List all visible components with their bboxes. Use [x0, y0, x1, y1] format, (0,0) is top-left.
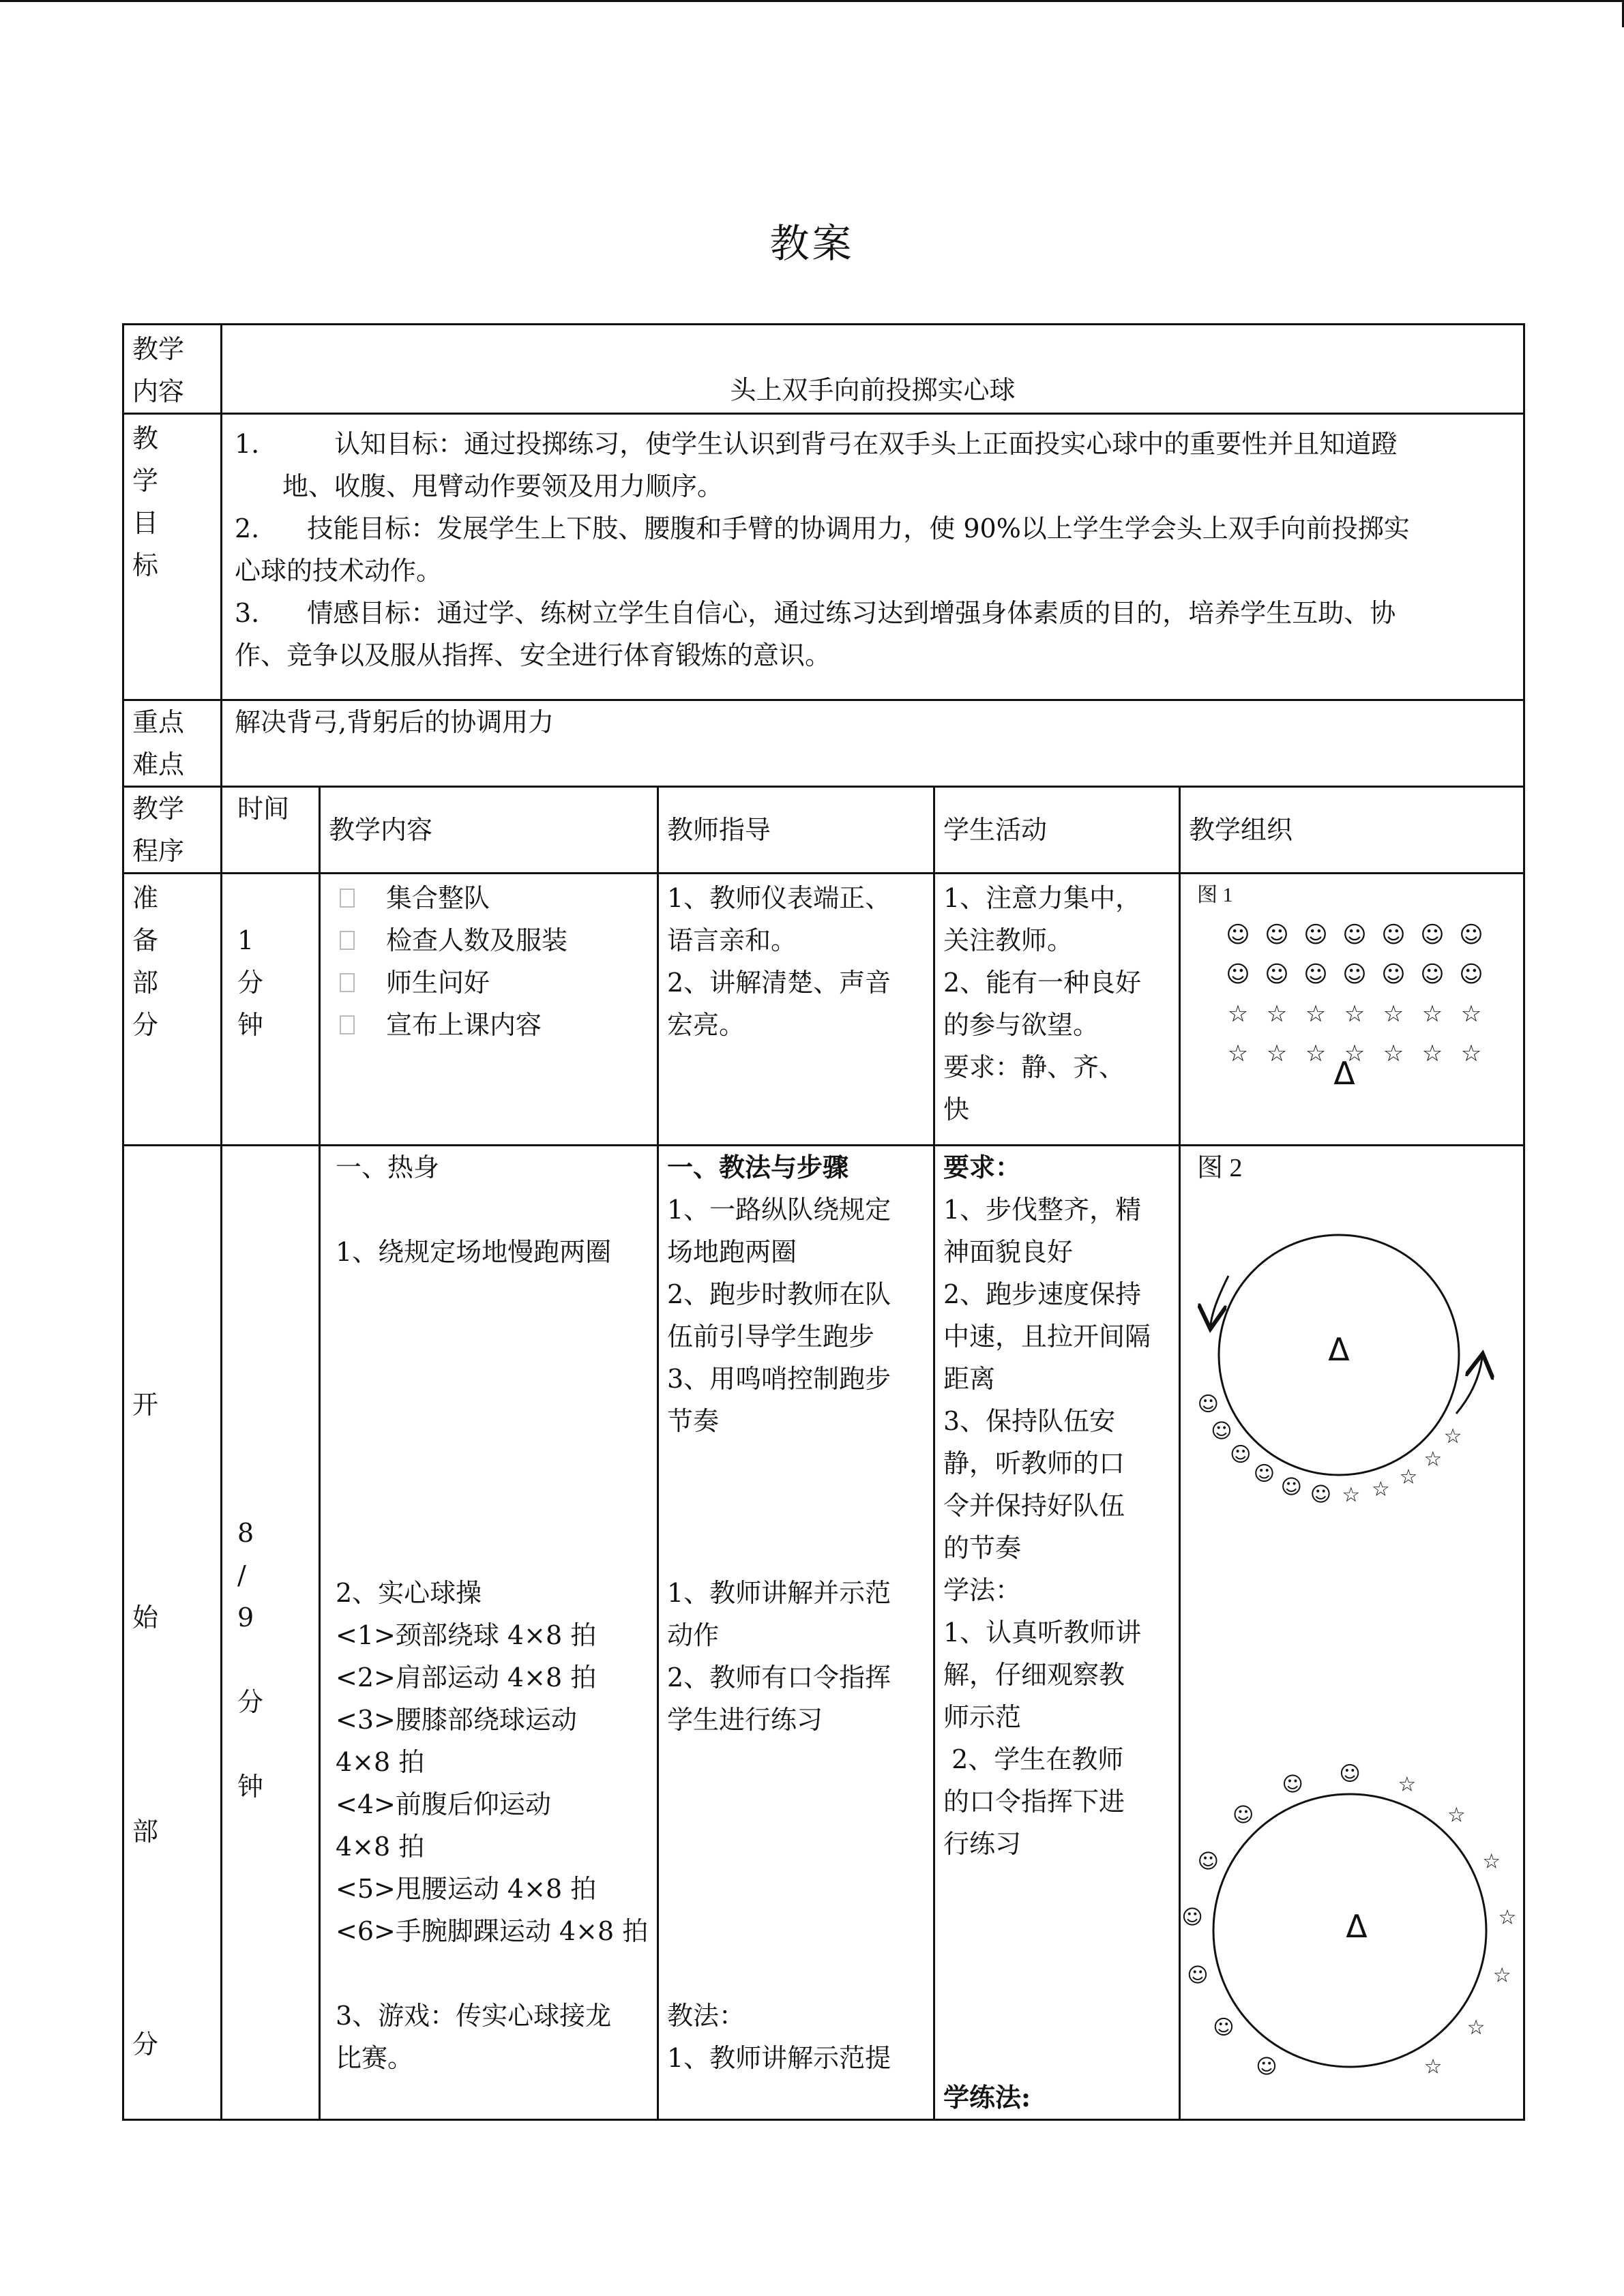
student-star-icon: ☆	[1305, 1000, 1327, 1028]
objectives-row	[123, 414, 1524, 700]
student-smiley-icon: ☺	[1342, 921, 1367, 949]
student-smiley-icon: ☺	[1265, 921, 1289, 949]
student-star-icon: ☆	[1227, 1000, 1249, 1028]
game-block: 3、游戏：传实心球接龙 比赛。	[336, 2001, 612, 2073]
student-smiley-icon: ☺	[1265, 961, 1289, 988]
checkbox-icon	[340, 973, 355, 992]
header-org: 教学组织	[1180, 787, 1524, 874]
student-smiley-icon: ☺	[1282, 1772, 1303, 1797]
difficulty-row	[123, 700, 1524, 787]
student-star-icon: ☆	[1447, 1803, 1466, 1828]
list-item: 师生问好	[329, 961, 649, 1004]
list-item: 检查人数及服装	[329, 919, 649, 961]
prep-student: 1、注意力集中， 关注教师。 2、能有一种良好 的参与欲望。 要求：静、齐、 快	[934, 874, 1180, 1146]
student-star-icon: ☆	[1344, 1040, 1365, 1067]
student-smiley-icon: ☺	[1459, 921, 1483, 949]
difficulty-row-label: 重点 难点	[123, 700, 222, 787]
list-item: 宣布上课内容	[329, 1004, 649, 1046]
student-smiley-icon: ☺	[1197, 1392, 1219, 1416]
formation-diagram-1	[1181, 874, 1525, 1132]
practice-method-title: 学练法:	[943, 2082, 1031, 2113]
figure-2-label: 图 2	[1197, 1154, 1243, 1182]
student-smiley-icon: ☺	[1226, 961, 1250, 988]
student-smiley-icon: ☺	[1310, 1482, 1332, 1507]
student-smiley-icon: ☺	[1256, 2055, 1278, 2079]
student-smiley-icon: ☺	[1303, 921, 1328, 949]
header-student: 学生活动	[934, 787, 1180, 874]
student-star-icon: ☆	[1383, 1000, 1404, 1028]
objective-1: 1. 认知目标：通过投掷练习，使学生认识到背弓在双手头上正面投实心球中的重要性并且知道蹬	[235, 429, 1398, 459]
header-row	[123, 787, 1524, 874]
student-star-icon: ☆	[1482, 1849, 1501, 1874]
student-star-icon: ☆	[1305, 1040, 1327, 1067]
student-smiley-icon: ☺	[1339, 1762, 1361, 1786]
student-star-icon: ☆	[1266, 1040, 1288, 1067]
checkbox-icon	[340, 1015, 355, 1034]
ball-exercise-block: 2、实心球操 <1>颈部绕球 4×8 拍 <2>肩部运动 4×8 拍 <3>腰膝部绕球运动 4×8 拍 <4>前腹后仰运动 4×8 拍 <5>甩腰运动 4×8 拍 <6>手腕脚踝运动 4×8 拍	[336, 1578, 649, 1946]
student-smiley-icon: ☺	[1213, 2015, 1235, 2040]
prep-organization	[1180, 874, 1524, 1146]
checkbox-icon	[340, 889, 355, 908]
list-item: 集合整队	[329, 877, 649, 919]
student-star-icon: ☆	[1383, 1040, 1404, 1067]
student-req-block: 要求： 1、步伐整齐，精 神面貌良好 2、跑步速度保持 中速，且拉开间隔 距离 3、保持队伍安 静，听教师的口 令并保持好队伍 的节奏	[943, 1152, 1151, 1563]
student-smiley-icon: ☺	[1232, 1803, 1254, 1828]
student-star-icon: ☆	[1266, 1000, 1288, 1028]
teacher-steps-block: 一、教法与步骤 1、一路纵队绕规定 场地跑两圈 2、跑步时教师在队 伍前引导学生跑步 3、用鸣哨控制跑步 节奏	[667, 1152, 891, 1436]
student-star-icon: ☆	[1460, 1040, 1482, 1067]
student-smiley-icon: ☺	[1181, 1905, 1203, 1930]
start-content	[320, 1146, 658, 2120]
prep-time: 1 分 钟	[222, 874, 320, 1146]
objectives-row-label: 教 学 目 标	[123, 414, 222, 700]
start-section-row	[123, 1146, 1524, 2120]
student-smiley-icon: ☺	[1253, 1462, 1275, 1487]
student-star-icon: ☆	[1443, 1425, 1462, 1449]
teacher-icon: Δ	[1328, 1331, 1350, 1368]
direction-arrow-icon	[1456, 1358, 1482, 1414]
lesson-plan-table	[122, 323, 1525, 2121]
student-smiley-icon: ☺	[1280, 1475, 1302, 1500]
student-star-icon: ☆	[1423, 1447, 1443, 1472]
start-student	[934, 1146, 1180, 2120]
student-star-icon: ☆	[1344, 1000, 1365, 1028]
student-smiley-icon: ☺	[1420, 961, 1445, 988]
student-smiley-icon: ☺	[1381, 961, 1406, 988]
student-star-icon: ☆	[1421, 1000, 1443, 1028]
header-program: 教学 程序	[123, 787, 222, 874]
difficulty-content: 解决背弓,背躬后的协调用力	[222, 700, 1524, 787]
document-title: 教案	[769, 220, 855, 267]
student-method-block: 学法： 1、认真听教师讲 解，仔细观察教 师示范 2、学生在教师 的口令指挥下进 行练习	[943, 1575, 1142, 1859]
header-time: 时间	[222, 787, 320, 874]
header-content: 教学内容	[320, 787, 658, 874]
student-star-icon: ☆	[1466, 2015, 1486, 2040]
student-smiley-icon: ☺	[1187, 1963, 1209, 1988]
start-teacher	[658, 1146, 934, 2120]
student-star-icon: ☆	[1492, 1963, 1511, 1988]
start-section-label: 开 始 部 分	[123, 1146, 222, 2120]
start-organization	[1180, 1146, 1524, 2120]
student-smiley-icon: ☺	[1211, 1419, 1232, 1444]
objective-3: 3. 情感目标：通过学、练树立学生自信心，通过练习达到增强身体素质的目的，培养学生互助、协	[235, 598, 1396, 628]
lesson-topic: 头上双手向前投掷实心球	[222, 325, 1524, 414]
start-time: 8 / 9 分 钟	[222, 1146, 320, 2120]
prep-section-label: 准 备 部 分	[123, 874, 222, 1146]
student-star-icon: ☆	[1498, 1905, 1517, 1930]
objectives-content: 1. 认知目标：通过投掷练习，使学生认识到背弓在双手头上正面投实心球中的重要性并且知道蹬 地、收腹、甩臂动作要领及用力顺序。 2. 技能目标：发展学生上下肢、腰腹和手臂的协调用力，使 90%以上学生学会头上双手向前投掷实 心球的技术动作。 3. 情感目标：通过学、练树立学生自信心，通过练习达到增强身体素质的目的，培养学生互助、协 作、竞争以及服从指挥、安全进行体育锻炼的意识。	[222, 414, 1524, 700]
student-smiley-icon: ☺	[1226, 921, 1250, 949]
teacher-ball-block: 1、教师讲解并示范 动作 2、教师有口令指挥 学生进行练习	[667, 1578, 891, 1735]
prep-content	[320, 874, 658, 1146]
teacher-game-block: 教法： 1、教师讲解示范提	[667, 2001, 891, 2073]
content-row	[123, 325, 1524, 414]
student-smiley-icon: ☺	[1303, 961, 1328, 988]
figure-1-label: 图 1	[1197, 884, 1233, 906]
prep-section-row	[123, 874, 1524, 1146]
student-star-icon: ☆	[1398, 1772, 1417, 1797]
formation-diagram-2	[1181, 1146, 1525, 2089]
student-smiley-icon: ☺	[1230, 1443, 1252, 1467]
student-star-icon: ☆	[1460, 1000, 1482, 1028]
student-smiley-icon: ☺	[1197, 1849, 1219, 1874]
student-star-icon: ☆	[1342, 1483, 1361, 1508]
prep-teacher: 1、教师仪表端正、 语言亲和。 2、讲解清楚、声音 宏亮。	[658, 874, 934, 1146]
student-smiley-icon: ☺	[1420, 921, 1445, 949]
student-star-icon: ☆	[1423, 2055, 1443, 2079]
student-smiley-icon: ☺	[1381, 921, 1406, 949]
objective-2: 2. 技能目标：发展学生上下肢、腰腹和手臂的协调用力，使 90%以上学生学会头上双手向前投掷实	[235, 513, 1410, 543]
student-star-icon: ☆	[1399, 1465, 1418, 1489]
checkbox-icon	[340, 931, 355, 950]
warmup-block: 一、热身 1、绕规定场地慢跑两圈	[336, 1152, 612, 1267]
student-smiley-icon: ☺	[1459, 961, 1483, 988]
student-star-icon: ☆	[1421, 1040, 1443, 1067]
content-row-label: 教学 内容	[123, 325, 222, 414]
teacher-icon: Δ	[1333, 1055, 1355, 1092]
header-teacher: 教师指导	[658, 787, 934, 874]
teacher-icon: Δ	[1346, 1908, 1368, 1945]
page-top-border	[0, 0, 1624, 2]
student-star-icon: ☆	[1371, 1477, 1390, 1502]
student-smiley-icon: ☺	[1342, 961, 1367, 988]
student-star-icon: ☆	[1227, 1040, 1249, 1067]
